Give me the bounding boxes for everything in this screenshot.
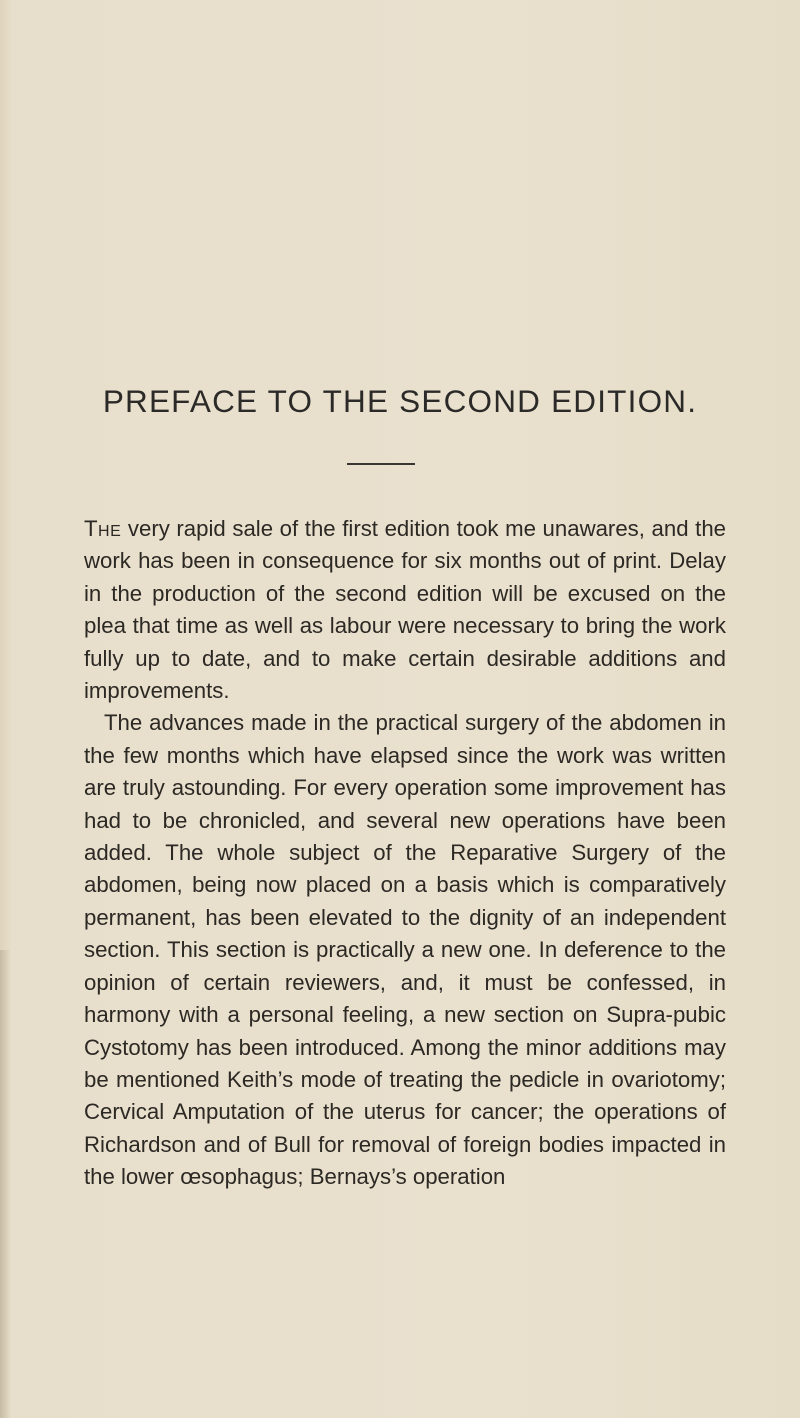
paragraph-1 [84,513,726,707]
heading-rule [347,463,415,465]
paragraph-1-text: very rapid sale of the first edition took me unawares, and the work has been in consequence for six months out of print. Delay in the production of the second edition will be excused on the plea that time as well as labour were necessary to bring the work fully up to date, and to make certain desirable additions and improvements. [84,516,726,704]
page-heading: PREFACE TO THE SECOND EDITION. [102,383,698,419]
paragraph-2: The advances made in the practical surgery of the abdomen in the few months which have elapsed since the work was written are truly astounding. For every operation some improvement has had to be chronicled, and several new operations have been added. The whole subject of the Reparative Surgery of the abdomen, being now placed on a basis which is comparatively permanent, has been elevated to the dignity of an independent section. This section is practically a new one. In deference to the opinion of certain reviewers, and, it must be confessed, in harmony with a personal feeling, a new section on Supra-pubic Cystotomy has been introduced. Among the minor additions may be mentioned Keith’s mode of treating the pedicle in ovariotomy; Cervical Amputation of the uterus for cancer; the operations of Richardson and of Bull for removal of foreign bodies impacted in the lower œsophagus; Bernays’s operation [84,710,726,1190]
paragraph-1-lead: The [84,516,122,541]
preface-body [84,513,726,1194]
page-binding-shadow [0,950,10,1418]
